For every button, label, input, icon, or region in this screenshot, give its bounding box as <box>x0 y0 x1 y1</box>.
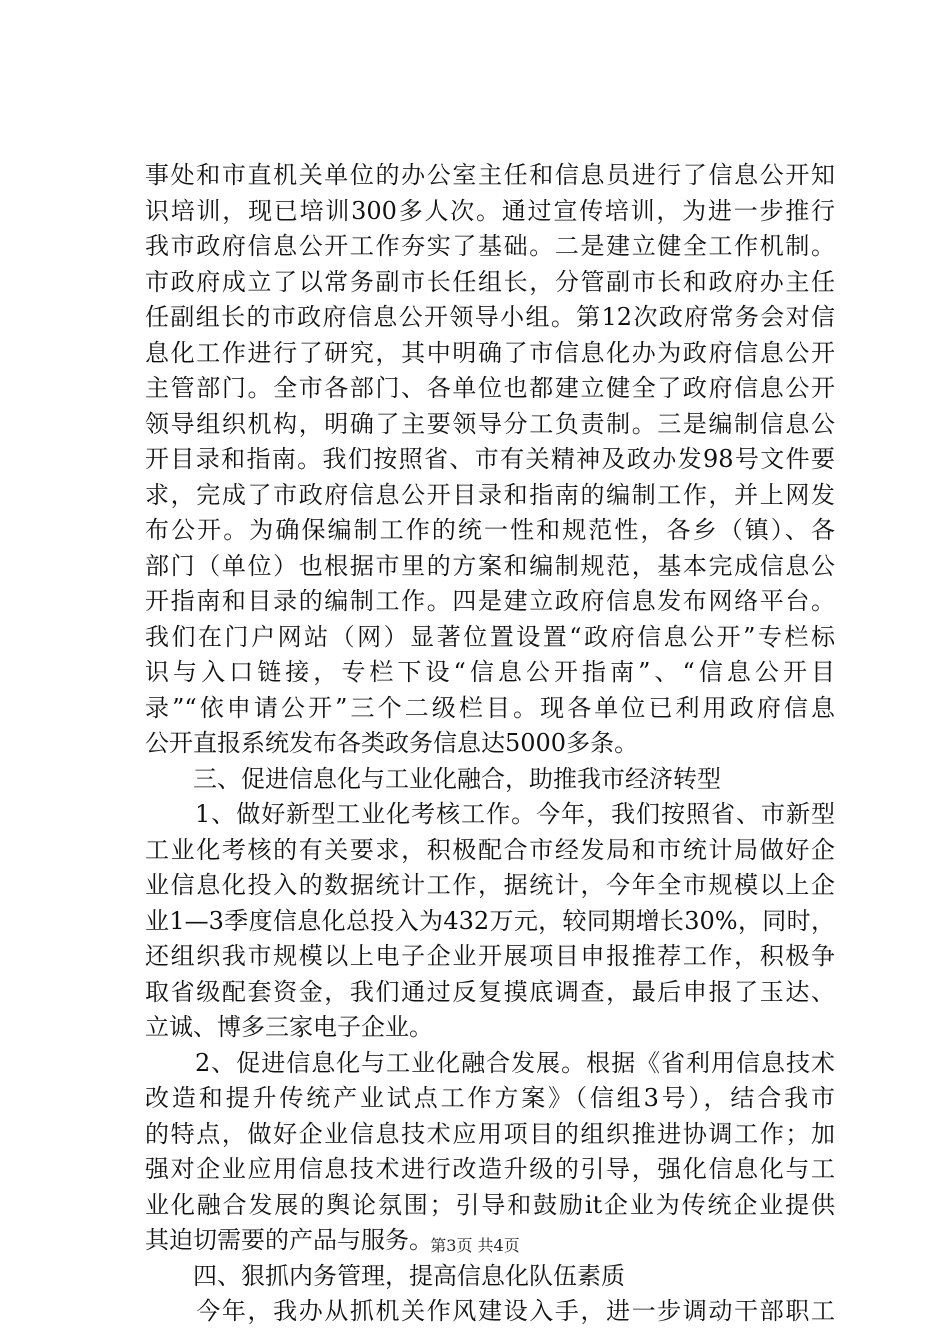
text-line: 的特点，做好企业信息技术应用项目的组织推进协调工作；加 <box>145 1119 835 1148</box>
text-line: 息化工作进行了研究，其中明确了市信息化办为政府信息公开 <box>145 338 835 367</box>
text-line: 识与入口链接，专栏下设“信息公开指南”、“信息公开目 <box>145 658 835 686</box>
text-line: 求，完成了市政府信息公开目录和指南的编制工作，并上网发 <box>145 480 835 509</box>
text-line: 业信息化投入的数据统计工作，据统计，今年全市规模以上企 <box>145 871 835 899</box>
document-body <box>145 158 835 1330</box>
text-line: 1、做好新型工业化考核工作。今年，我们按照省、市新型 <box>145 800 835 828</box>
text-line: 强对企业应用信息技术进行改造升级的引导，强化信息化与工 <box>145 1155 835 1183</box>
section-heading: 三、促进信息化与工业化融合，助推我市经济转型 <box>145 764 721 793</box>
text-line: 任副组长的市政府信息公开领导小组。第12次政府常务会对信 <box>145 303 835 331</box>
text-line: 识培训，现已培训300多人次。通过宣传培训，为进一步推行 <box>145 196 835 225</box>
text-line: 立诚、博多三家电子企业。 <box>145 1013 433 1041</box>
text-line: 录”“依申请公开”三个二级栏目。现各单位已利用政府信息 <box>145 693 835 722</box>
text-line: 开目录和指南。我们按照省、市有关精神及政办发98号文件要 <box>145 445 835 473</box>
text-line: 业1—3季度信息化总投入为432万元，较同期增长30%，同时， <box>145 906 835 935</box>
text-line: 工业化考核的有关要求，积极配合市经发局和市统计局做好企 <box>145 835 835 864</box>
text-line: 取省级配套资金，我们通过反复摸底调查，最后申报了玉达、 <box>145 977 835 1006</box>
text-line: 部门（单位）也根据市里的方案和编制规范，基本完成信息公 <box>145 551 835 580</box>
text-line: 业化融合发展的舆论氛围；引导和鼓励it企业为传统企业提供 <box>145 1190 835 1219</box>
text-line: 2、促进信息化与工业化融合发展。根据《省利用信息技术 <box>145 1048 835 1077</box>
text-line: 我们在门户网站（网）显著位置设置“政府信息公开”专栏标 <box>145 622 835 651</box>
text-line: 开指南和目录的编制工作。四是建立政府信息发布网络平台。 <box>145 587 835 615</box>
text-line: 布公开。为确保编制工作的统一性和规范性，各乡（镇）、各 <box>145 516 835 544</box>
text-line: 领导组织机构，明确了主要领导分工负责制。三是编制信息公 <box>145 409 835 438</box>
text-line: 今年，我办从抓机关作风建设入手，进一步调动干部职工 <box>145 1297 835 1325</box>
text-line: 其迫切需要的产品与服务。 <box>145 1226 433 1254</box>
text-line: 我市政府信息公开工作夯实了基础。二是建立健全工作机制。 <box>145 232 835 260</box>
page-footer: 第3页 共4页 <box>430 1236 520 1255</box>
text-line: 还组织我市规模以上电子企业开展项目申报推荐工作，积极争 <box>145 942 835 970</box>
text-line: 主管部门。全市各部门、各单位也都建立健全了政府信息公开 <box>145 374 835 402</box>
section-heading: 四、狠抓内务管理，提高信息化队伍素质 <box>145 1261 625 1290</box>
text-line: 公开直报系统发布各类政务信息达5000多条。 <box>145 729 639 757</box>
text-line: 市政府成立了以常务副市长任组长，分管副市长和政府办主任 <box>145 267 835 296</box>
text-line: 改造和提升传统产业试点工作方案》（信组3号），结合我市 <box>145 1084 835 1112</box>
text-line: 事处和市直机关单位的办公室主任和信息员进行了信息公开知 <box>145 161 835 189</box>
